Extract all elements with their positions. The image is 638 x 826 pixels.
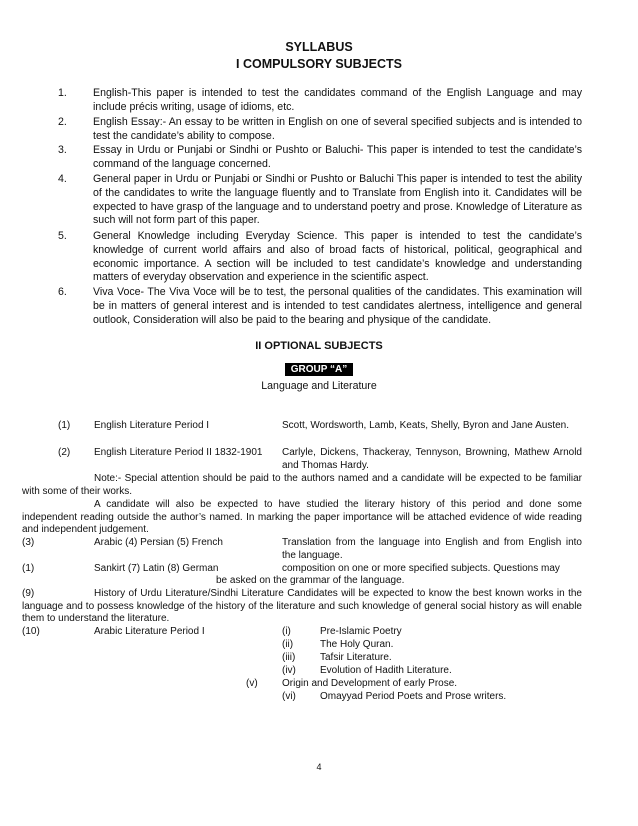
list-item-number: (iv) bbox=[282, 665, 296, 676]
note-paragraph: A candidate will also be expected to have studied the literary history of this period and done some independent reading outside the author’s named. In marking the paper importance will be attached evidence of wide reading and independent judgement. bbox=[22, 499, 582, 536]
group-badge: GROUP “A” bbox=[285, 363, 354, 376]
list-item: Omayyad Period Poets and Prose writers. bbox=[320, 691, 507, 702]
list-item-number: (vi) bbox=[282, 691, 296, 702]
document-page: SYLLABUS I COMPULSORY SUBJECTS 1. English-This paper is intended to test the candidates command of the English Language and may include précis writing, usage of idioms, etc. 2. English Essay:- An essay to be written in English on one of several specified subjects and is intended to test the candidate’s ability to compose. 3. Essay in Urdu or Punjabi or Sindhi or Pushto or Baluchi- This paper is intended to test the candidate’s command of the language concerned. 4. General paper in Urdu or Punjabi or Sindhi or Pushto or Baluchi This paper is intended to test the ability of the candidates to write the language fluently and to Translate from English into it. Candidates will be expected to have grasp of the language and to understand poetry and prose. Knowledge of Literature as such will not form part of this paper. 5. General Knowledge including Everyday Science. This paper is intended to test the candidate’s knowledge of current world affairs and also of broad facts of historical, political, geographical and economic importance. A section will be included to test candidate’s knowledge and understanding matters of everyday observation and experience in the scientific aspect. 6. Viva Voce- The Viva Voce will be to test, the personal qualities of the candidates. This examination will be in matters of general interest and is intended to test candidates alertness, intelligence and general outlook, Consideration will also be paid to the bearing and physique of the candidate. II OPTIONAL SUBJECTS GROUP “A” Language and Literature (1) English Literature Period I Scott, Wordsworth, Lamb, Keats, Shelly, Byron and Jane Austen. (2) English Literature Period II 1832-1901 Carlyle, Dickens, Thackeray, Tennyson, Browning, Mathew Arnold and Thomas Hardy. Note:- Special attention should be paid to the authors named and a candidate will be expected to be familiar with some of their works. A candidate will also be expected to have studied the literary history of this period and done some independent reading outside the author’s named. In marking the paper importance will be attached evidence of wide reading and independent judgement. (3) Arabic (4) Persian (5) French Translation from the language into English and from English into the language. (1) Sankirt (7) Latin (8) German composition on one or more specified subjects. Questions may be asked on the grammar of the language. (9) History of Urdu Literature/Sindhi Literature Candidates will be expected to know the best known works in the language and to possess knowledge of the history of the literature and such knowledge of general social history as will enable them to understand the literature. (10) Arabic Literature Period I (i) Pre-Islamic Poetry (ii) The Holy Quran. (iii) Tafsir Literature. (iv) Evolution of Hadith Literature. (v) Origin and Development of early Prose. (vi) Omayyad Period Poets and Prose writers. 4 bbox=[0, 0, 638, 826]
list-item: Origin and Development of early Prose. bbox=[282, 678, 458, 689]
section-heading-optional: II OPTIONAL SUBJECTS bbox=[255, 340, 383, 352]
subject-row: (2) English Literature Period II 1832-1901 Carlyle, Dickens, Thackeray, Tennyson, Browning, Mathew Arnold and Thomas Hardy. bbox=[58, 447, 582, 471]
subject-row: (1) Sankirt (7) Latin (8) German composition on one or more specified subjects. Questions may bbox=[22, 563, 560, 574]
compulsory-item: 5. General Knowledge including Everyday Science. This paper is intended to test the candidate’s knowledge of current world affairs and also of broad facts of historical, political, geographical and economic importance. A section will be included to test candidate’s knowledge and understanding matters of everyday observation and experience in the scientific aspect. bbox=[58, 230, 582, 284]
page-title: SYLLABUS bbox=[285, 40, 353, 54]
list-item: Tafsir Literature. bbox=[320, 652, 392, 663]
list-item-number: (ii) bbox=[282, 639, 294, 650]
list-item-number: (iii) bbox=[282, 652, 296, 663]
subject-row: (1) English Literature Period I Scott, Wordsworth, Lamb, Keats, Shelly, Byron and Jane Austen. bbox=[58, 420, 570, 431]
section-heading-compulsory: I COMPULSORY SUBJECTS bbox=[236, 57, 402, 71]
subject-paragraph: (9) History of Urdu Literature/Sindhi Literature Candidates will be expected to know the best known works in the language and to possess knowledge of the history of the literature and such knowledge of general social history as will enable them to understand the literature. bbox=[22, 588, 582, 625]
group-subtitle: Language and Literature bbox=[261, 380, 377, 392]
list-item-number: (v) bbox=[246, 678, 258, 689]
subject-row-continuation: be asked on the grammar of the language. bbox=[216, 575, 405, 586]
compulsory-item: 6. Viva Voce- The Viva Voce will be to test, the personal qualities of the candidates. This examination will be in matters of general interest and is intended to test candidates alertness, intelligence and general outlook, Consideration will also be paid to the bearing and physique of the candidate. bbox=[58, 286, 582, 326]
list-item: Pre-Islamic Poetry bbox=[320, 626, 402, 637]
note-paragraph: Note:- Special attention should be paid to the authors named and a candidate will be expected to be familiar with some of their works. bbox=[22, 473, 582, 497]
compulsory-item: 2. English Essay:- An essay to be written in English on one of several specified subjects and is intended to test the candidate’s ability to compose. bbox=[58, 116, 582, 142]
list-item-number: (i) bbox=[282, 626, 291, 637]
list-item: Evolution of Hadith Literature. bbox=[320, 665, 452, 676]
compulsory-item: 4. General paper in Urdu or Punjabi or Sindhi or Pushto or Baluchi This paper is intended to test the ability of the candidates to write the language fluently and to Translate from English into it. Candidates will be expected to have grasp of the language and to understand poetry and prose. Knowledge of Literature as such will not form part of this paper. bbox=[58, 173, 582, 227]
list-item: The Holy Quran. bbox=[320, 639, 394, 650]
compulsory-item: 1. English-This paper is intended to test the candidates command of the English Language and may include précis writing, usage of idioms, etc. bbox=[58, 87, 582, 113]
compulsory-item: 3. Essay in Urdu or Punjabi or Sindhi or Pushto or Baluchi- This paper is intended to test the candidate’s command of the language concerned. bbox=[58, 144, 582, 170]
page-number: 4 bbox=[316, 762, 322, 772]
subject-row: (3) Arabic (4) Persian (5) French Translation from the language into English and from English into the language. bbox=[22, 537, 582, 561]
